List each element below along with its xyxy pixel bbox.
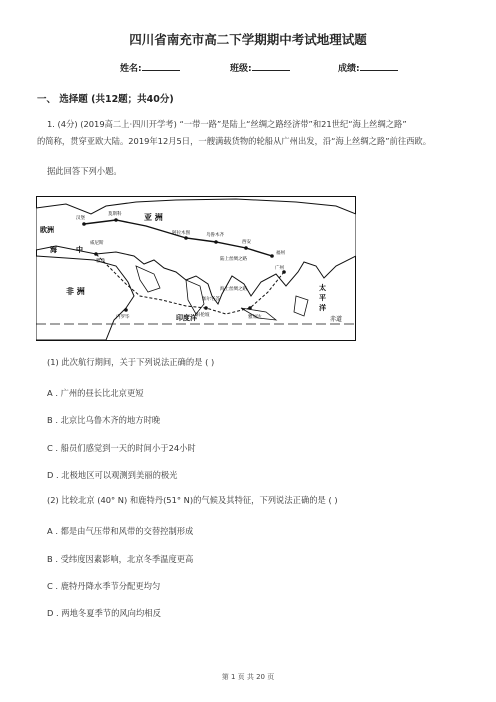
label-city-13: 内罗毕 (116, 315, 130, 320)
name-field (120, 61, 180, 74)
sub1-option-c: C . 船员们感觉到一天的时间小于24小时 (47, 443, 196, 453)
score-field (338, 61, 398, 74)
label-route-sea: 海上丝绸之路 (220, 287, 247, 292)
label-city-7: 福州 (276, 251, 285, 256)
label-zhong: 中 (76, 246, 83, 254)
sub1-option-a: A . 广州的昼长比北京更短 (47, 388, 144, 398)
label-hai: 海 (50, 246, 57, 254)
class-field (230, 61, 290, 74)
label-city-11: 科伦坡 (196, 313, 210, 318)
sub2-option-a: A . 都是由气压带和风带的交替控制形成 (47, 526, 194, 536)
score-blank (360, 62, 398, 71)
label-pacific-1: 太 (319, 284, 326, 292)
label-africa: 非 洲 (66, 287, 85, 296)
sub2-option-c: C . 鹿特丹降水季节分配更均匀 (47, 581, 161, 591)
label-city-8: 雅典 (96, 259, 105, 264)
label-city-1: 汉堡 (76, 216, 85, 221)
label-city-4: 乌鲁木齐 (206, 233, 224, 238)
sub2-option-d: D . 两地冬夏季节的风向均相反 (47, 608, 161, 618)
sub-question-1-stem: (1) 此次航行期间，关于下列说法正确的是 ( ) (47, 357, 215, 367)
class-label: 班级: (230, 64, 252, 74)
silk-road-map (36, 196, 356, 341)
section-heading: 一、 选择题 (共12题；共40分) (37, 94, 174, 105)
label-city-12: 雅加达 (248, 315, 262, 320)
label-city-2: 莫斯科 (108, 212, 122, 217)
label-city-9: 威尼斯 (90, 241, 104, 246)
sub1-option-b: B . 北京比乌鲁木齐的地方时晚 (47, 415, 161, 425)
label-pacific-3: 洋 (319, 304, 326, 312)
label-pacific-2: 平 (319, 294, 326, 302)
sub-question-2-stem: (2) 比较北京 (40° N) 和鹿特丹(51° N)的气候及其特征，下列说法正确的是 ( ) (47, 495, 338, 505)
label-city-6: 广州 (275, 266, 284, 271)
class-blank (252, 62, 290, 71)
question-1-line1: 1. (4分) (2019高二上·四川开学考) “一带一路”是陆上“丝绸之路经济带”和21世纪“海上丝绸之路” (47, 119, 407, 129)
sub2-option-b: B . 受纬度因素影响，北京冬季温度更高 (47, 554, 194, 564)
label-europe: 欧洲 (40, 226, 54, 234)
label-route-land: 陆上丝绸之路 (220, 257, 247, 262)
label-city-10: 加尔各答 (202, 297, 220, 302)
label-city-3: 阿拉木图 (172, 231, 190, 236)
name-blank (142, 62, 180, 71)
label-equator: 赤道 (330, 316, 343, 323)
page-footer: 第 1 页 共 20 页 (221, 673, 275, 681)
page-title: 四川省南充市高二下学期期中考试地理试题 (129, 32, 367, 47)
label-city-5: 西安 (242, 240, 251, 245)
question-1-line3: 据此回答下列小题。 (47, 166, 122, 176)
sub1-option-d: D . 北极地区可以观测到美丽的极光 (47, 470, 178, 480)
name-label: 姓名: (120, 64, 142, 74)
question-1-line2: 的简称，贯穿亚欧大陆。2019年12月5日，一艘满载货物的轮船从广州出发，沿“海上丝绸之路”前往西欧。 (37, 136, 432, 146)
label-asia: 亚 洲 (144, 213, 163, 222)
label-indian-ocean: 印度洋 (176, 314, 197, 322)
score-label: 成绩: (338, 64, 360, 74)
